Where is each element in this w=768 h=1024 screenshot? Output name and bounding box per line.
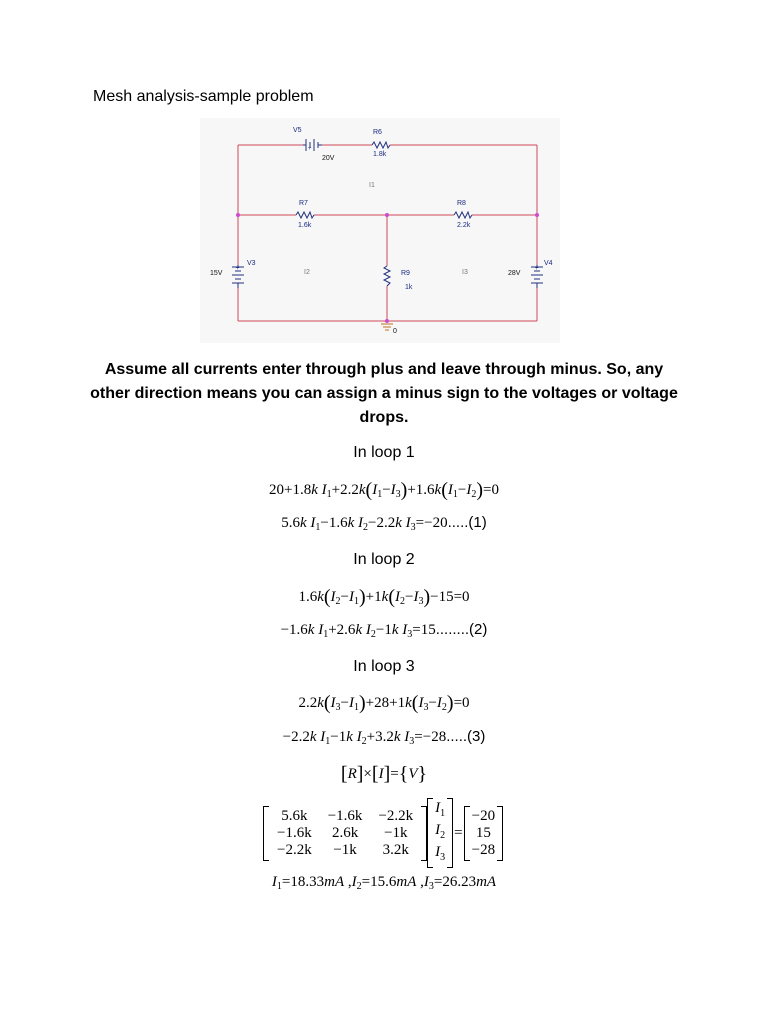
eq1-tag: .....(1) [447,514,487,531]
r7-label: R7 [299,200,308,207]
svg-text:+: + [308,146,312,152]
r6-value: 1.8k [373,151,387,158]
voltage-vector: −20 15 −28 [464,806,503,861]
loop3-heading: In loop 3 [353,658,415,675]
matrix-form: [R]×[I]={V} [340,763,428,785]
loop3-simplified: −2.2k $I_1-1k$ $I_2+3.2k$ $I_3=-28.....(3)$ [282,728,486,747]
svg-text:+: + [535,266,539,272]
loop1-heading: In loop 1 [353,444,415,461]
r8-label: R8 [457,200,466,207]
i3-label: I3 [462,269,468,276]
r7-value: 1.6k [298,222,312,229]
loop1-equation: 20+1.8k $I_1+2.2k(I_1-I_3)+1.6k(I_1-I_2)=0$ [268,479,499,501]
matrix-equation: 5.6k −1.6k −2.2k −1.6k 2.6k −1k −2.2k −1k 3.2k $I_1$ $I_2$ $I_3$ = −20 15 −28 [263,798,503,868]
r9-label: R9 [401,270,410,277]
eq3-tag: .....(3) [446,728,486,745]
svg-text:+: + [236,266,240,272]
v4-label: V4 [544,260,553,267]
r8-value: 2.2k [457,222,471,229]
eq2-tag: ........(2) [435,621,488,638]
i2-label: I2 [304,269,310,276]
i1-label: I1 [369,182,375,189]
circuit-diagram [200,118,560,343]
loop2-heading: In loop 2 [353,551,415,568]
loop2-simplified: −1.6k $I_1+2.6k$ $I_2-1k$ $I_3=15........(2)$ [280,621,488,640]
current-vector: $I_1$ $I_2$ $I_3$ [427,798,453,868]
result-currents: $I_1=18.33mA$ $,I_2=15.6mA$ $,I_3=26.23mA$ [271,874,497,892]
loop3-equation: $2.2k(I_3-I_1)+28+1k(I_3-I_2)=0$ [298,692,470,714]
ground-label: 0 [393,328,397,335]
v5-label: V5 [293,127,302,134]
v5-value: 20V [322,155,335,162]
loop1-simplified: 5.6k $I_1-1.6k$ $I_2-2.2k$ $I_3=-20.....(1)$ [281,514,487,533]
r6-label: R6 [373,129,382,136]
v4-value: 28V [508,270,521,277]
assumption-note: Assume all currents enter through plus and leave through minus. So, any other direction means you can assign a minus sign to the voltages or voltage drops. [90,361,678,426]
page-title: Mesh analysis-sample problem [93,88,314,105]
loop2-equation: $1.6k(I_2-I_1)+1k(I_2-I_3)-15=0$ [298,586,470,608]
v3-label: V3 [247,260,256,267]
v3-value: 15V [210,270,223,277]
resistance-matrix: 5.6k −1.6k −2.2k −1.6k 2.6k −1k −2.2k −1k 3.2k [263,806,427,861]
r9-value: 1k [405,284,413,291]
